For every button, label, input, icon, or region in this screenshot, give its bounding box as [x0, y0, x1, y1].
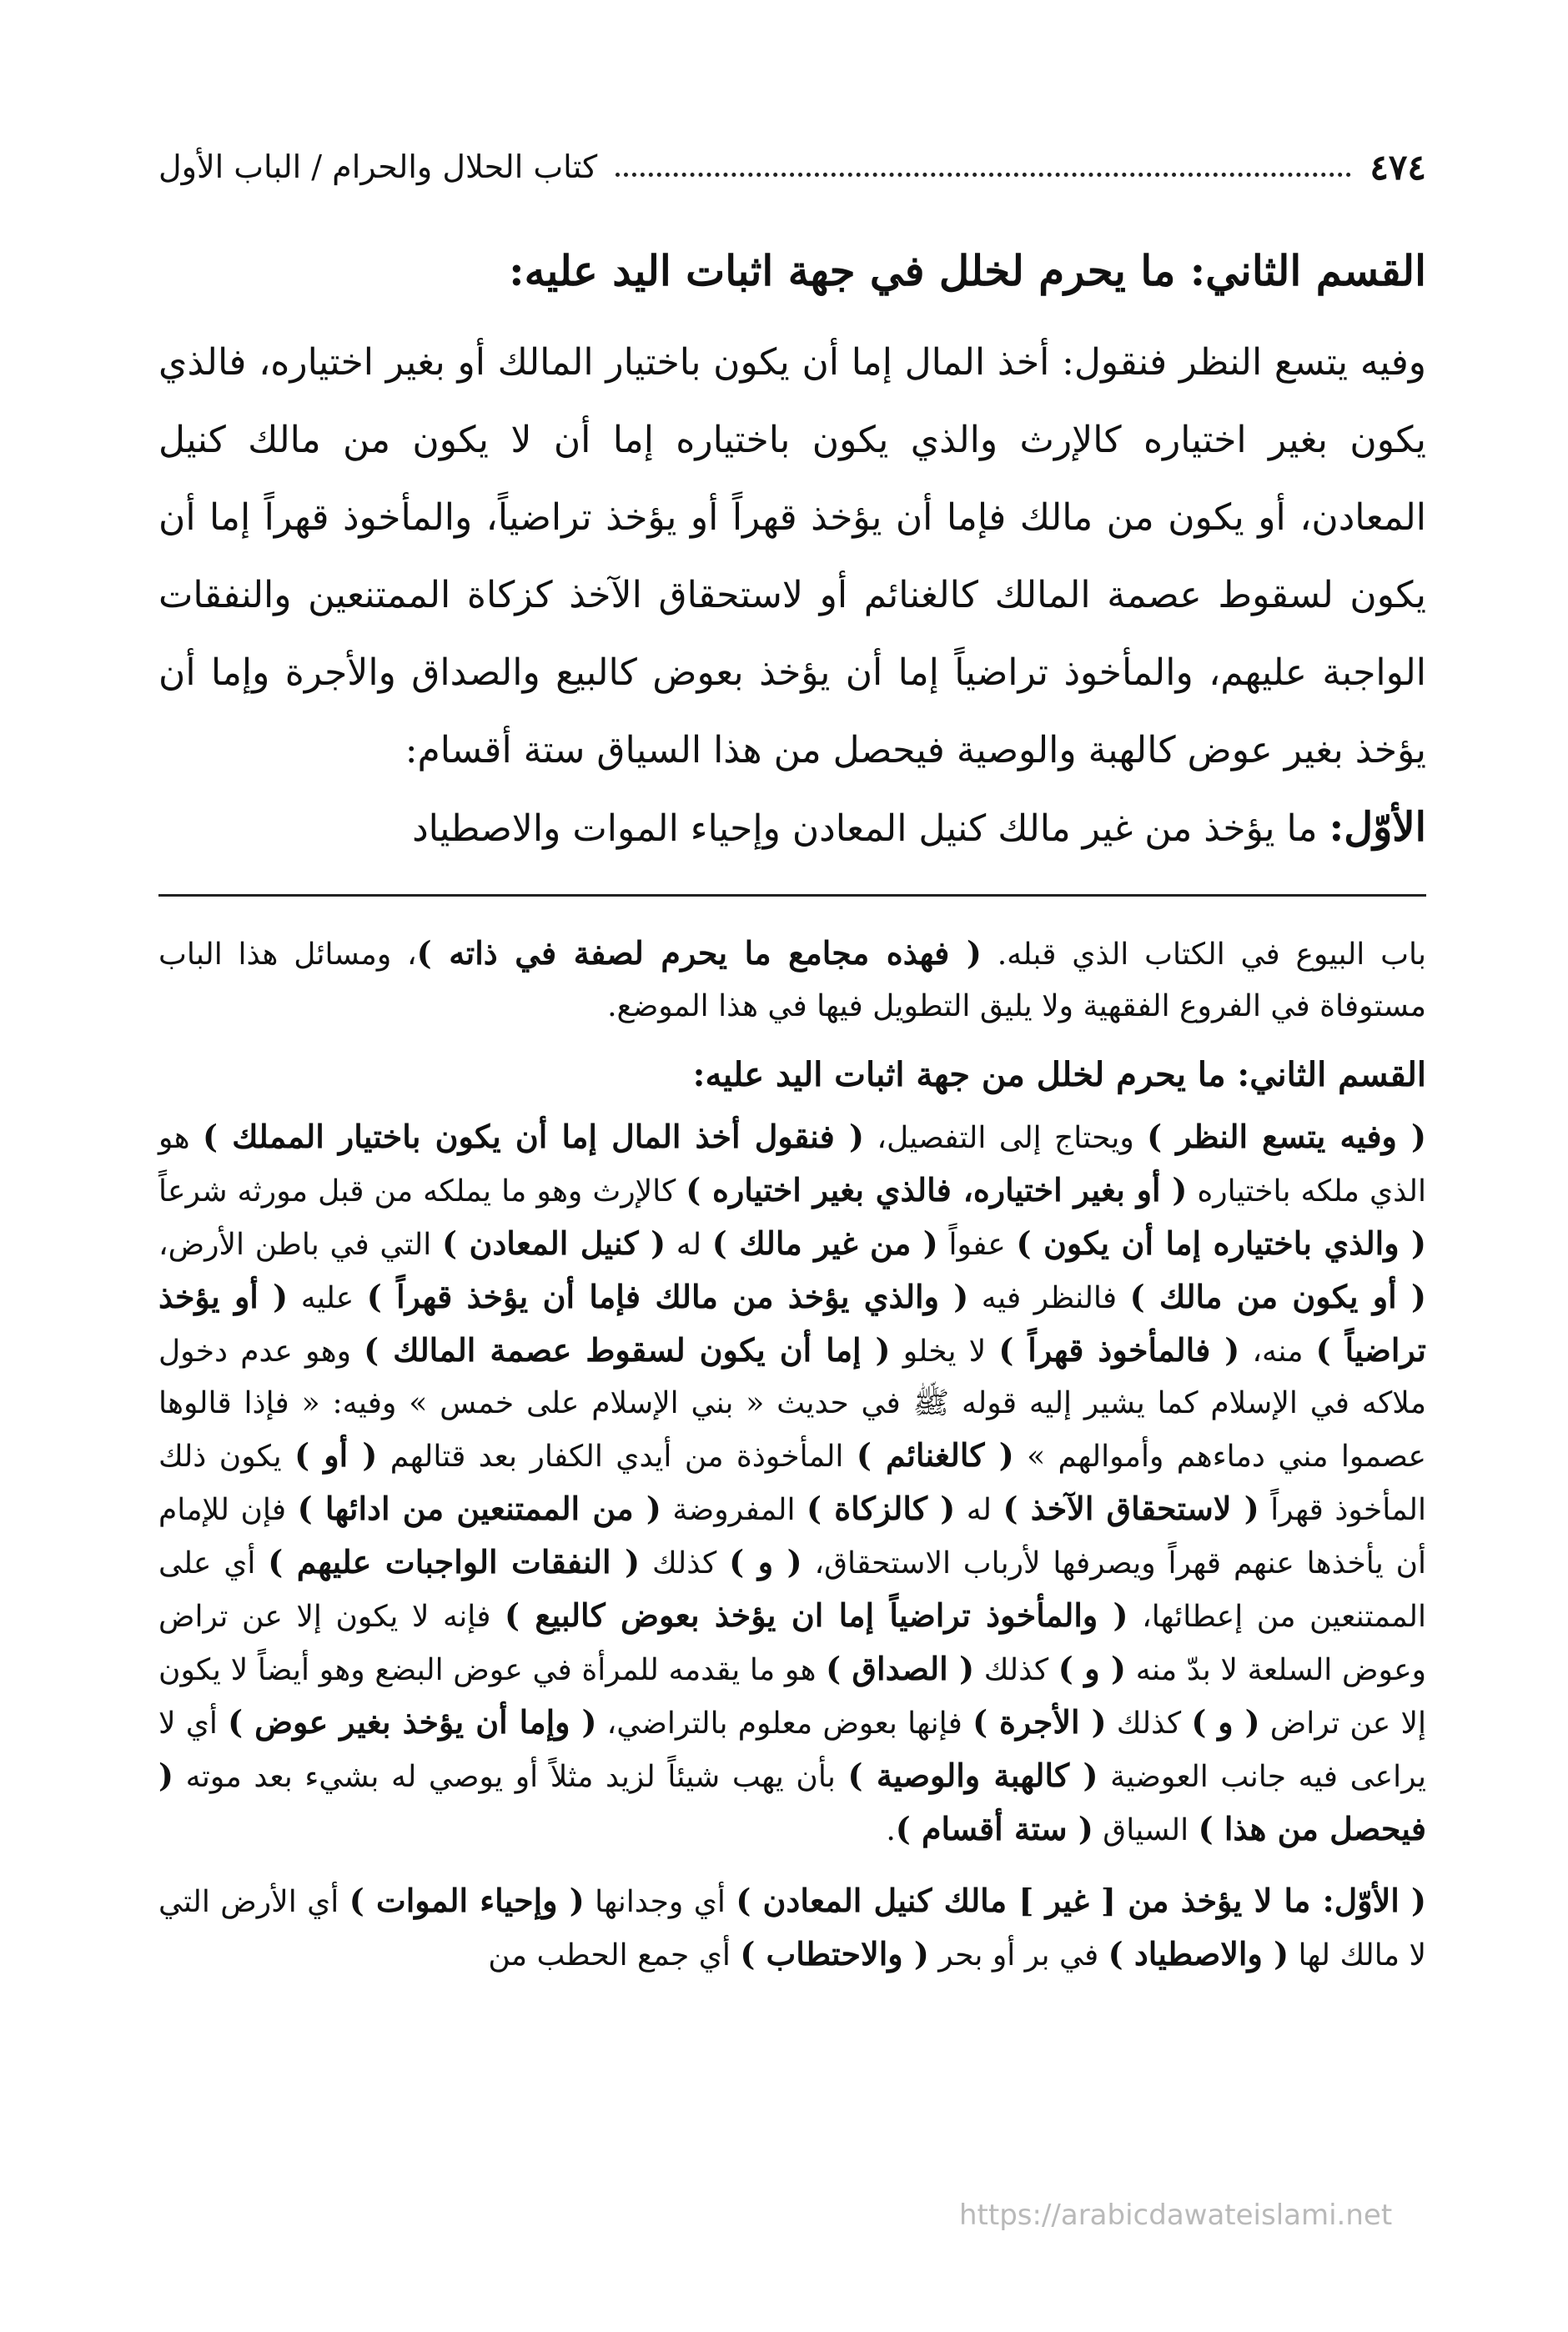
quoted-matn: ( فالمأخوذ قهراً )	[998, 1331, 1240, 1369]
commentary-text: بأن يهب شيئاً لزيد مثلاً أو يوصي له بشيء بعد موته	[173, 1760, 848, 1794]
quoted-matn: ( والذي باختياره إما أن يكون )	[1016, 1224, 1427, 1262]
commentary-text: كذلك	[1106, 1706, 1192, 1741]
commentary-text: .	[886, 1813, 896, 1847]
commentary-text: لا يخلو	[890, 1334, 999, 1369]
commentary-text: وهو عدم دخول ملاكه في الإسلام كما يشير إليه قوله ﷺ في حديث « بني الإسلام على خمس » وفيه: « فإذا قالوها عصموا مني دماءهم وأموالهم »	[158, 1334, 1427, 1474]
running-header	[158, 142, 1426, 192]
quoted-matn: ( وإحياء الموات )	[349, 1882, 585, 1919]
main-last-text: ما يؤخذ من غير مالك كنيل المعادن وإحياء الموات والاصطياد	[412, 807, 1318, 850]
commentary-text: عفواً	[937, 1228, 1017, 1262]
commentary-text: المفروضة	[661, 1493, 807, 1527]
quoted-matn: ( أو بغير اختياره، فالذي بغير اختياره )	[686, 1171, 1188, 1209]
commentary-text: فإنها بعوض معلوم بالتراضي،	[596, 1706, 973, 1741]
commentary-text: له	[955, 1493, 1003, 1527]
commentary-p1-quote: ( فهذه مجامع ما يحرم لصفة في ذاته )	[416, 934, 982, 972]
commentary-text: في بر أو بحر	[928, 1938, 1108, 1973]
commentary-paragraph-3	[158, 1875, 1426, 1982]
header-dot-leader	[616, 173, 1351, 177]
quoted-matn: ( و )	[729, 1543, 802, 1581]
commentary-text: السياق	[1093, 1813, 1199, 1847]
running-title: كتاب الحلال والحرام / الباب الأول	[158, 148, 598, 185]
quoted-matn: ( من الممتنعين من ادائها )	[297, 1490, 661, 1527]
commentary-text: أي وجدانها	[584, 1885, 736, 1919]
quoted-matn: ( أو يكون من مالك )	[1129, 1278, 1426, 1315]
quoted-matn: ( الأجرة )	[972, 1703, 1107, 1741]
page-number: ٤٧٤	[1369, 146, 1426, 188]
quoted-matn: ( أو )	[294, 1436, 378, 1474]
main-last-label: الأوّل:	[1329, 804, 1426, 851]
commentary	[158, 927, 1426, 1982]
quoted-matn: ( فنقول أخذ المال إما أن يكون باختيار المملك )	[202, 1118, 864, 1155]
commentary-p1-text: باب البيوع في الكتاب الذي قبله.	[997, 937, 1426, 972]
commentary-text: له	[666, 1228, 712, 1262]
main-text	[158, 242, 1426, 867]
commentary-text: أي جمع الحطب من	[488, 1938, 741, 1973]
commentary-text: أي على الممتنعين من إعطائها،	[158, 1546, 1426, 1634]
commentary-paragraph-2	[158, 1111, 1426, 1857]
commentary-text: أي لا يراعى فيه جانب العوضية	[158, 1706, 1426, 1794]
quoted-matn: ( والاصطياد )	[1108, 1935, 1289, 1973]
commentary-text: فإن للإمام أن يأخذها عنهم قهراً ويصرفها لأرباب الاستحقاق،	[158, 1493, 1427, 1581]
quoted-matn: ( الصداق )	[826, 1650, 975, 1687]
main-paragraph: وفيه يتسع النظر فنقول: أخذ المال إما أن يكون باختيار المالك أو بغير اختياره، فالذي يكون بغير اختياره كالإرث والذي يكون باختياره إما أن لا يكون من مالك كنيل المعادن، أو يكون من مالك فإما أن يؤخذ قهراً أو يؤخذ تراضياً، والمأخوذ قهراً إما أن يكون لسقوط عصمة المالك كالغنائم أو لاستحقاق الآخذ كزكاة الممتنعين والنفقات الواجبة عليهم، والمأخوذ تراضياً إما أن يؤخذ بعوض كالبيع والصداق والأجرة وإما أن يؤخذ بغير عوض كالهبة والوصية فيحصل من هذا السياق ستة أقسام:	[158, 341, 1427, 771]
quoted-matn: ( النفقات الواجبات عليهم )	[268, 1543, 641, 1581]
commentary-text: هو ما يقدمه للمرأة في عوض البضع وهو أيضاً لا يكون إلا عن تراض	[158, 1653, 1426, 1741]
quoted-matn: ( والمأخوذ تراضياً إما ان يؤخذ بعوض كالبيع )	[505, 1596, 1128, 1634]
commentary-text: عليه	[288, 1281, 367, 1315]
quoted-matn: ( كالزكاة )	[806, 1490, 956, 1527]
quoted-matn: ( إما أن يكون لسقوط عصمة المالك )	[364, 1331, 891, 1369]
commentary-text: منه،	[1239, 1334, 1316, 1369]
commentary-paragraph-1	[158, 927, 1426, 1033]
main-heading: القسم الثاني: ما يحرم لخلل في جهة اثبات اليد عليه:	[509, 246, 1426, 295]
quoted-matn: ( كالهبة والوصية )	[847, 1757, 1098, 1794]
commentary-text: يكون ذلك المأخوذ قهراً	[158, 1440, 1427, 1527]
quoted-matn: ( وإما أن يؤخذ بغير عوض )	[228, 1703, 597, 1741]
main-last-line	[158, 789, 1426, 867]
commentary-text: المأخوذة من أيدي الكفار بعد قتالهم	[377, 1440, 857, 1474]
quoted-matn: ( والاحتطاب )	[740, 1935, 929, 1973]
quoted-matn: ( وفيه يتسع النظر )	[1147, 1118, 1426, 1155]
quoted-matn: ( لاستحقاق الآخذ )	[1003, 1490, 1259, 1527]
quoted-matn: ( و )	[1191, 1703, 1260, 1741]
quoted-matn: ( من غير مالك )	[711, 1224, 938, 1262]
quoted-matn: ( كنيل المعادن )	[441, 1224, 666, 1262]
commentary-heading: القسم الثاني: ما يحرم لخلل من جهة اثبات اليد عليه:	[692, 1055, 1426, 1094]
quoted-matn: ( كالغنائم )	[856, 1436, 1014, 1474]
quoted-matn: ( ستة أقسام )	[895, 1810, 1093, 1847]
commentary-text: كالإرث وهو ما يملكه من قبل مورثه شرعاً	[158, 1174, 686, 1209]
text-separator	[158, 894, 1426, 897]
quoted-matn: ( و )	[1058, 1650, 1127, 1687]
quoted-matn: ( والذي يؤخذ من مالك فإما أن يؤخذ قهراً )	[366, 1278, 969, 1315]
commentary-text: فالنظر فيه	[968, 1281, 1130, 1315]
commentary-text: التي في باطن الأرض،	[158, 1228, 442, 1262]
commentary-text: كذلك	[974, 1653, 1058, 1687]
commentary-text: فإنه لا يكون إلا عن تراض وعوض السلعة لا بدّ منه	[158, 1600, 1426, 1687]
quoted-matn: ( الأوّل: ما لا يؤخذ من [ غير ] مالك كنيل المعادن )	[736, 1882, 1427, 1919]
commentary-text: ويحتاج إلى التفصيل،	[863, 1121, 1148, 1155]
commentary-text: كذلك	[640, 1546, 730, 1581]
commentary-text: هو الذي ملكه باختياره	[158, 1121, 1426, 1209]
commentary-p1-rest: ، ومسائل هذا الباب مستوفاة في الفروع الفقهية ولا يليق التطويل فيها في هذا الموضع.	[158, 937, 1426, 1023]
quoted-matn: ( أو يؤخذ تراضياً )	[158, 1278, 1426, 1369]
commentary-text: أي الأرض التي لا مالك لها	[158, 1885, 1426, 1973]
quoted-matn: ( فيحصل من هذا )	[158, 1757, 1426, 1847]
source-watermark: https://arabicdawateislami.net	[959, 2199, 1393, 2232]
